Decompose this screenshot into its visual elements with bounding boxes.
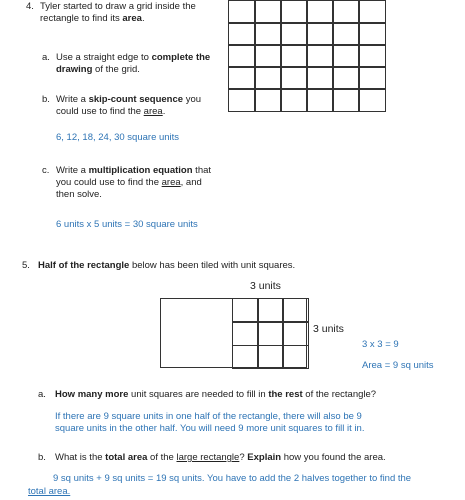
unit-square (232, 345, 259, 370)
q5-note-area: Area = 9 sq units (362, 360, 434, 371)
grid-cell (306, 88, 334, 112)
q5b-d: how you found the area. (281, 452, 386, 463)
area-grid (228, 0, 384, 110)
grid-cell (254, 22, 282, 46)
q5-prompt-rest: below has been tiled with unit squares. (129, 260, 296, 271)
grid-cell (306, 0, 334, 24)
q4c-bold: multiplication equation (88, 165, 193, 176)
q5b-bold1: total area (105, 452, 148, 463)
grid-cell (254, 88, 282, 112)
q4b-line2: could use to find the (56, 105, 144, 117)
q4c-line2: you could use to find the (56, 176, 162, 188)
side-dimension-label: 3 units (313, 323, 344, 335)
grid-cell (358, 22, 386, 46)
q5b-a: What is the (55, 452, 106, 463)
grid-cell (280, 22, 308, 46)
q4b-line2-end: . (162, 105, 166, 117)
q4c-line1-end: that (192, 165, 212, 176)
grid-cell (280, 88, 308, 112)
q4c-line3: then solve. (56, 188, 102, 200)
grid-cell (332, 44, 360, 68)
q5b-underline: large rectangle (176, 452, 240, 463)
q4c-line2-end: , and (180, 176, 202, 188)
grid-cell (332, 0, 360, 24)
q5-number: 5. (22, 260, 30, 271)
grid-cell (358, 88, 386, 112)
q4a-bold2: drawing (56, 63, 93, 75)
grid-cell (254, 44, 282, 68)
grid-cell (280, 0, 308, 24)
q5b-c: ? (239, 452, 248, 463)
q4a-line2: of the grid. (92, 63, 140, 75)
q4-prompt-end: . (141, 12, 145, 24)
q5b-bold2: Explain (247, 452, 282, 463)
unit-square (282, 298, 309, 323)
q4-prompt-bold: area (122, 12, 142, 24)
q4-number: 4. (26, 1, 34, 12)
unit-square (257, 321, 284, 346)
q5-prompt (38, 260, 438, 272)
grid-cell (358, 66, 386, 90)
grid-cell (332, 88, 360, 112)
q5a-answer-line1: If there are 9 square units in one half of the rectangle, there will also be 9 (55, 411, 362, 422)
grid-cell (228, 0, 256, 24)
unit-square (282, 321, 309, 346)
tiled-half (232, 298, 307, 368)
grid-cell (358, 44, 386, 68)
q5a-end: of the rectangle? (302, 389, 377, 400)
q4a-line1: Use a straight edge to (56, 52, 152, 63)
q5-prompt-bold: Half of the rectangle (38, 260, 130, 271)
q4b-text (56, 94, 231, 118)
grid-cell (358, 0, 386, 24)
q4-prompt (40, 1, 220, 25)
q4b-line1-end: you (183, 94, 202, 105)
top-dimension-label: 3 units (250, 280, 281, 292)
grid-cell (254, 0, 282, 24)
q5a-letter: a. (38, 389, 46, 400)
q5a-answer-line2: square units in the other half. You will need 9 more unit squares to fill it in. (55, 422, 365, 434)
grid-cell (280, 66, 308, 90)
q4-prompt-line1: Tyler started to draw a grid inside the (40, 1, 196, 12)
q4b-bold: skip-count sequence (88, 94, 184, 105)
grid-cell (280, 44, 308, 68)
q4a-letter: a. (42, 52, 50, 63)
grid-cell (306, 66, 334, 90)
grid-cell (332, 66, 360, 90)
grid-cell (228, 22, 256, 46)
grid-cell (306, 44, 334, 68)
q5a-answer (55, 411, 460, 435)
grid-cell (228, 88, 256, 112)
grid-cell (254, 66, 282, 90)
q4b-letter: b. (42, 94, 50, 105)
unit-square (232, 298, 259, 323)
grid-cell (306, 22, 334, 46)
q5a-question (55, 389, 455, 401)
unit-square (232, 321, 259, 346)
q5b-b: of the (147, 452, 177, 463)
q5a-bold1: How many more (55, 389, 129, 400)
unit-square (257, 298, 284, 323)
q4-prompt-line2: rectangle to find its (40, 12, 123, 24)
unit-square (282, 345, 309, 370)
q5b-answer-line2: total area. (28, 486, 71, 497)
q4c-text (56, 165, 231, 201)
q4c-answer: 6 units x 5 units = 30 square units (56, 219, 198, 230)
q4a-bold1: complete the (151, 52, 211, 63)
q4a-text (56, 52, 231, 76)
grid-cell (332, 22, 360, 46)
grid-cell (228, 66, 256, 90)
q4b-answer: 6, 12, 18, 24, 30 square units (56, 132, 180, 143)
unit-square (257, 345, 284, 370)
q5b-answer-line1: 9 sq units + 9 sq units = 19 sq units. You have to add the 2 halves together to find the (53, 473, 412, 484)
q4b-underline: area (143, 105, 163, 117)
grid-cell (228, 44, 256, 68)
q5a-bold2: the rest (268, 389, 303, 400)
q4c-underline: area (161, 176, 181, 188)
q4c-line1: Write a (56, 165, 89, 176)
q5-note-multiplication: 3 x 3 = 9 (362, 339, 399, 350)
q5b-letter: b. (38, 452, 46, 463)
q5b-question (55, 452, 455, 464)
q5a-mid: unit squares are needed to fill in (128, 389, 269, 400)
q4b-line1: Write a (56, 94, 89, 105)
q4c-letter: c. (42, 165, 50, 176)
